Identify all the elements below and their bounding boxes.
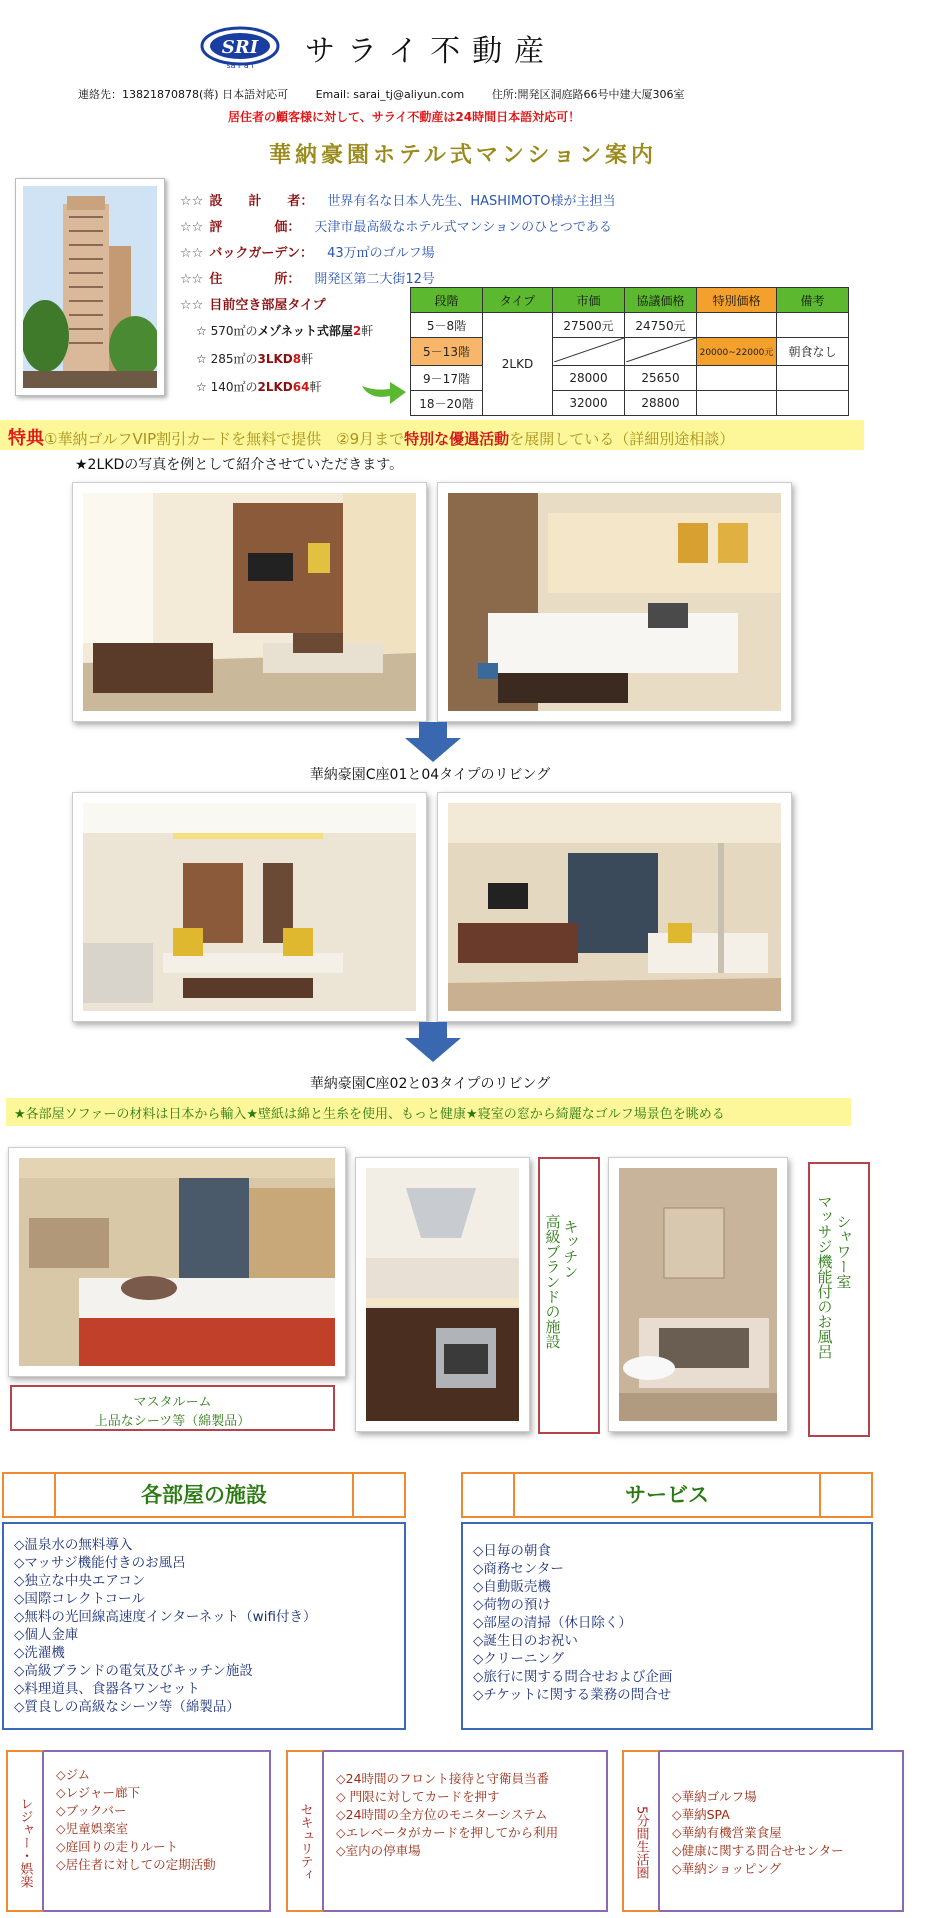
- benefit-bar: 特典①華納ゴルフVIP割引カードを無料で提供 ②9月まで特別な優遇活動を展開している（詳細別途相談）: [0, 420, 864, 450]
- room-type-3lkd: ☆ 285㎡の3LKD8軒: [196, 352, 314, 366]
- contact-email[interactable]: Email: sarai_tj@aliyun.com: [315, 88, 465, 101]
- list-item: ◇華納有機営業食屋: [672, 1825, 782, 1840]
- list-item: ◇個人金庫: [14, 1627, 79, 1643]
- nearby-label: 5分間生活圏: [633, 1806, 649, 1880]
- table-row: 5－8階 2LKD 27500元 24750元: [411, 313, 849, 338]
- facilities-header: [2, 1472, 406, 1518]
- list-item: ◇ 門限に対してカードを押す: [336, 1789, 500, 1804]
- room-type-maisonette: ☆ 570㎡のメゾネット式部屋2軒: [196, 324, 374, 338]
- list-item: ◇24時間の全方位のモニターシステム: [336, 1807, 548, 1822]
- kitchen-label-2: キッチン: [561, 1219, 580, 1279]
- list-item: ◇華納SPA: [672, 1807, 730, 1822]
- leisure-list: [56, 1766, 216, 1874]
- th-floor: 段階: [411, 288, 483, 313]
- spec-garden: ☆☆ バックガーデン： 43万㎡のゴルフ場: [180, 246, 435, 261]
- features-bar: ★各部屋ソファーの材料は日本から輸入★壁紙は綿と生糸を使用、もっと健康★寝室の窓から綺麗なゴルフ場景色を眺める: [6, 1098, 851, 1126]
- table-row: 18－20階 32000 28800: [411, 391, 849, 416]
- list-item: ◇ブックバー: [56, 1803, 127, 1818]
- list-item: ◇マッサジ機能付きのお風呂: [14, 1555, 186, 1571]
- notice-text: 居住者の顧客様に対して、サライ不動産は24時間日本語対応可！: [228, 110, 581, 124]
- spec-vacancy: ☆☆ 目前空き部屋タイプ: [180, 298, 326, 313]
- living-photo-2: [437, 482, 792, 722]
- list-item: ◇荷物の預け: [473, 1597, 551, 1613]
- list-item: ◇ジム: [56, 1767, 91, 1782]
- caption-living-1: 華納豪園C座01と04タイプのリビング: [309, 767, 551, 783]
- list-item: ◇商務センター: [473, 1561, 564, 1577]
- room-type-2lkd: ☆ 140㎡の2LKD64軒: [196, 380, 322, 394]
- facilities-list: [2, 1522, 406, 1730]
- master-bedroom-photo: [8, 1147, 346, 1377]
- list-item: ◇料理道具、食器各ワンセット: [14, 1681, 200, 1697]
- contact-address: 住所:開発区洞庭路66号中建大厦306室: [491, 88, 685, 101]
- building-photo: [15, 178, 165, 396]
- list-item: ◇華納ショッピング: [672, 1861, 782, 1876]
- down-arrow-icon: [405, 722, 461, 766]
- bath-label-box: [808, 1162, 870, 1437]
- list-item: ◇部屋の清掃（休日除く）: [473, 1615, 632, 1631]
- th-market: 市価: [553, 288, 625, 313]
- list-item: ◇無料の光回線高速度インターネット（wifi付き）: [14, 1609, 317, 1625]
- intro-caption: ★2LKDの写真を例として紹介させていただきます。: [75, 457, 404, 473]
- logo-sub: sa r a i: [226, 61, 254, 70]
- leisure-box: [6, 1750, 271, 1912]
- contact-line: [78, 86, 708, 102]
- living-photo-3: [72, 792, 427, 1022]
- list-item: ◇クリーニング: [473, 1651, 565, 1667]
- caption-living-2: 華納豪園C座02と03タイプのリビング: [309, 1076, 551, 1092]
- slash-cell: [625, 338, 697, 366]
- bath-label: マッサジ機能付のお風呂: [815, 1194, 834, 1359]
- security-label: セキュリティ: [297, 1803, 313, 1881]
- logo-text: SRI: [221, 37, 259, 58]
- kitchen-label: 高級ブランドの施設: [543, 1214, 562, 1349]
- list-item: ◇レジャー廊下: [56, 1785, 141, 1800]
- services-list: [461, 1522, 873, 1730]
- slash-cell: [553, 338, 625, 366]
- list-item: ◇誕生日のお祝い: [473, 1633, 578, 1649]
- down-arrow-icon: [405, 1022, 461, 1066]
- th-note: 備考: [777, 288, 849, 313]
- list-item: ◇温泉水の無料導入: [14, 1537, 133, 1553]
- kitchen-photo: [355, 1157, 530, 1432]
- list-item: ◇洗濯機: [14, 1645, 65, 1661]
- list-item: ◇エレベータがカードを押してから利用: [336, 1825, 559, 1840]
- spec-designer: ☆☆ 設 計 者： 世界有名な日本人先生、HASHIMOTO様が主担当: [180, 194, 616, 209]
- list-item: ◇児童娯楽室: [56, 1821, 129, 1836]
- list-item: ◇居住者に対しての定期活動: [56, 1857, 216, 1872]
- leisure-label: レジャー・娯楽: [17, 1796, 33, 1888]
- brand-name: サライ不動産: [305, 34, 557, 69]
- table-row: 9－17階 28000 25650: [411, 366, 849, 391]
- list-item: ◇庭回りの走りルート: [56, 1839, 179, 1854]
- nearby-list: [672, 1788, 844, 1878]
- list-item: ◇独立な中央エアコン: [14, 1573, 146, 1589]
- list-item: ◇旅行に関する問合せおよび企画: [473, 1669, 673, 1685]
- nearby-box: [622, 1750, 904, 1912]
- list-item: ◇高級ブランドの電気及びキッチン施設: [14, 1663, 253, 1679]
- bathroom-photo: [608, 1157, 788, 1432]
- kitchen-label-box: [538, 1157, 600, 1434]
- type-cell: 2LKD: [483, 313, 553, 416]
- spec-rating: ☆☆ 評 価： 天津市最高級なホテル式マンションのひとつである: [180, 220, 612, 235]
- table-row: 5－13階 20000~22000元 朝食なし: [411, 338, 849, 366]
- company-logo: [200, 26, 280, 70]
- bath-label-2: シャワー室: [834, 1214, 853, 1289]
- list-item: ◇室内の停車場: [336, 1843, 421, 1858]
- list-item: ◇健康に関する問合せセンター: [672, 1843, 844, 1858]
- living-photo-4: [437, 792, 792, 1022]
- list-item: ◇24時間のフロント接待と守衛員当番: [336, 1771, 550, 1786]
- th-special: 特別価格: [697, 288, 777, 313]
- table-header-row: [411, 288, 849, 313]
- security-list: [336, 1770, 558, 1860]
- facilities-title: 各部屋の施設: [141, 1483, 267, 1507]
- master-room-label: マスタルーム 上品なシーツ等（綿製品）: [10, 1385, 335, 1431]
- list-item: ◇国際コレクトコール: [14, 1591, 145, 1607]
- spec-address: ☆☆ 住 所： 開発区第二大街12号: [180, 272, 435, 287]
- services-header: [461, 1472, 873, 1518]
- living-photo-1: [72, 482, 427, 722]
- security-box: [286, 1750, 608, 1912]
- list-item: ◇自動販売機: [473, 1579, 551, 1595]
- list-item: ◇チケットに関する業務の問合せ: [473, 1687, 672, 1703]
- contact-phone: 連絡先：13821870878(蒋) 日本語対応可: [78, 88, 289, 101]
- list-item: ◇質良しの高級なシーツ等（綿製品）: [14, 1699, 240, 1715]
- th-type: タイプ: [483, 288, 553, 313]
- th-nego: 協議価格: [625, 288, 697, 313]
- green-arrow-icon: [360, 378, 408, 410]
- price-table: [410, 287, 849, 416]
- list-item: ◇華納ゴルフ場: [672, 1789, 757, 1804]
- page-title: 華納豪園ホテル式マンション案内: [269, 143, 657, 168]
- services-title: サービス: [625, 1483, 709, 1507]
- list-item: ◇日毎の朝食: [473, 1543, 551, 1559]
